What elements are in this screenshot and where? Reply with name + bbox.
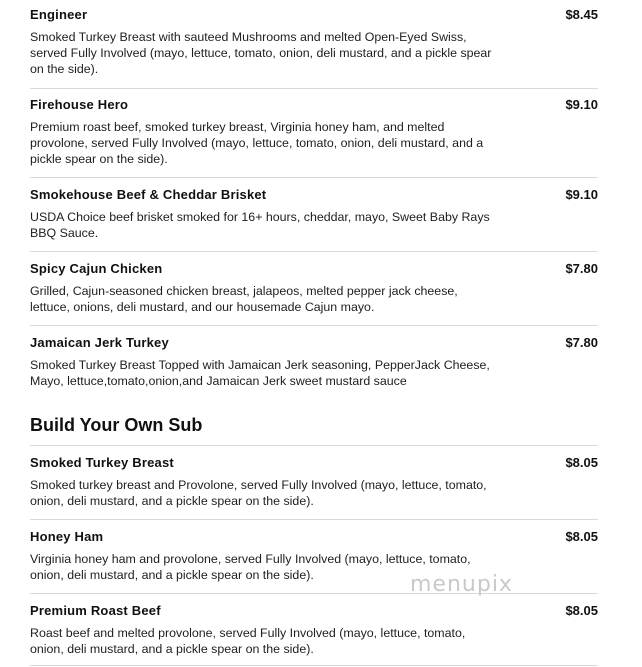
item-name: Jamaican Jerk Turkey — [30, 335, 169, 350]
watermark: menupix — [410, 572, 513, 597]
menu-item — [30, 187, 598, 241]
menu-item — [30, 603, 598, 657]
menu-item — [30, 261, 598, 315]
divider — [30, 88, 598, 89]
menu-item — [30, 7, 598, 77]
item-name: Premium Roast Beef — [30, 603, 161, 618]
item-price: $8.05 — [565, 455, 598, 470]
item-description: Smoked Turkey Breast Topped with Jamaican Jerk seasoning, PepperJack Cheese, Mayo, lettuce,tomato,onion,and Jamaican Jerk sweet mustard sauce — [30, 358, 490, 388]
item-description: USDA Choice beef brisket smoked for 16+ hours, cheddar, mayo, Sweet Baby Rays BBQ Sauce. — [30, 210, 490, 240]
item-description: Smoked Turkey Breast with sauteed Mushrooms and melted Open-Eyed Swiss, served Fully Involved (mayo, lettuce, tomato, onion, deli mustard, and a pickle spear on the side). — [30, 30, 492, 76]
item-price: $9.10 — [565, 187, 598, 202]
menu-item — [30, 455, 598, 509]
divider — [30, 445, 598, 446]
menu-item — [30, 97, 598, 167]
item-description: Roast beef and melted provolone, served Fully Involved (mayo, lettuce, tomato, onion, deli mustard, and a pickle spear on the side). — [30, 626, 466, 656]
item-description: Virginia honey ham and provolone, served Fully Involved (mayo, lettuce, tomato, onion, deli mustard, and a pickle spear on the side). — [30, 552, 471, 582]
item-name: Smokehouse Beef & Cheddar Brisket — [30, 187, 267, 202]
divider — [30, 665, 598, 666]
item-name: Smoked Turkey Breast — [30, 455, 174, 470]
item-name: Spicy Cajun Chicken — [30, 261, 163, 276]
item-price: $8.05 — [565, 603, 598, 618]
item-name: Firehouse Hero — [30, 97, 129, 112]
item-description: Premium roast beef, smoked turkey breast, Virginia honey ham, and melted provolone, served Fully Involved (mayo, lettuce, tomato, onion, deli mustard, and a pickle spear on the side). — [30, 120, 484, 166]
item-description: Grilled, Cajun-seasoned chicken breast, jalapeos, melted pepper jack cheese, lettuce, onions, deli mustard, and our housemade Cajun mayo. — [30, 284, 458, 314]
item-price: $8.45 — [565, 7, 598, 22]
item-price: $8.05 — [565, 529, 598, 544]
item-price: $7.80 — [565, 261, 598, 276]
divider — [30, 251, 598, 252]
divider — [30, 519, 598, 520]
divider — [30, 177, 598, 178]
section-title: Build Your Own Sub — [30, 415, 203, 435]
menu-item — [30, 335, 598, 389]
item-name: Honey Ham — [30, 529, 104, 544]
item-price: $7.80 — [565, 335, 598, 350]
item-price: $9.10 — [565, 97, 598, 112]
item-description: Smoked turkey breast and Provolone, served Fully Involved (mayo, lettuce, tomato, onion, deli mustard, and a pickle spear on the side). — [30, 478, 487, 508]
item-name: Engineer — [30, 7, 88, 22]
divider — [30, 325, 598, 326]
